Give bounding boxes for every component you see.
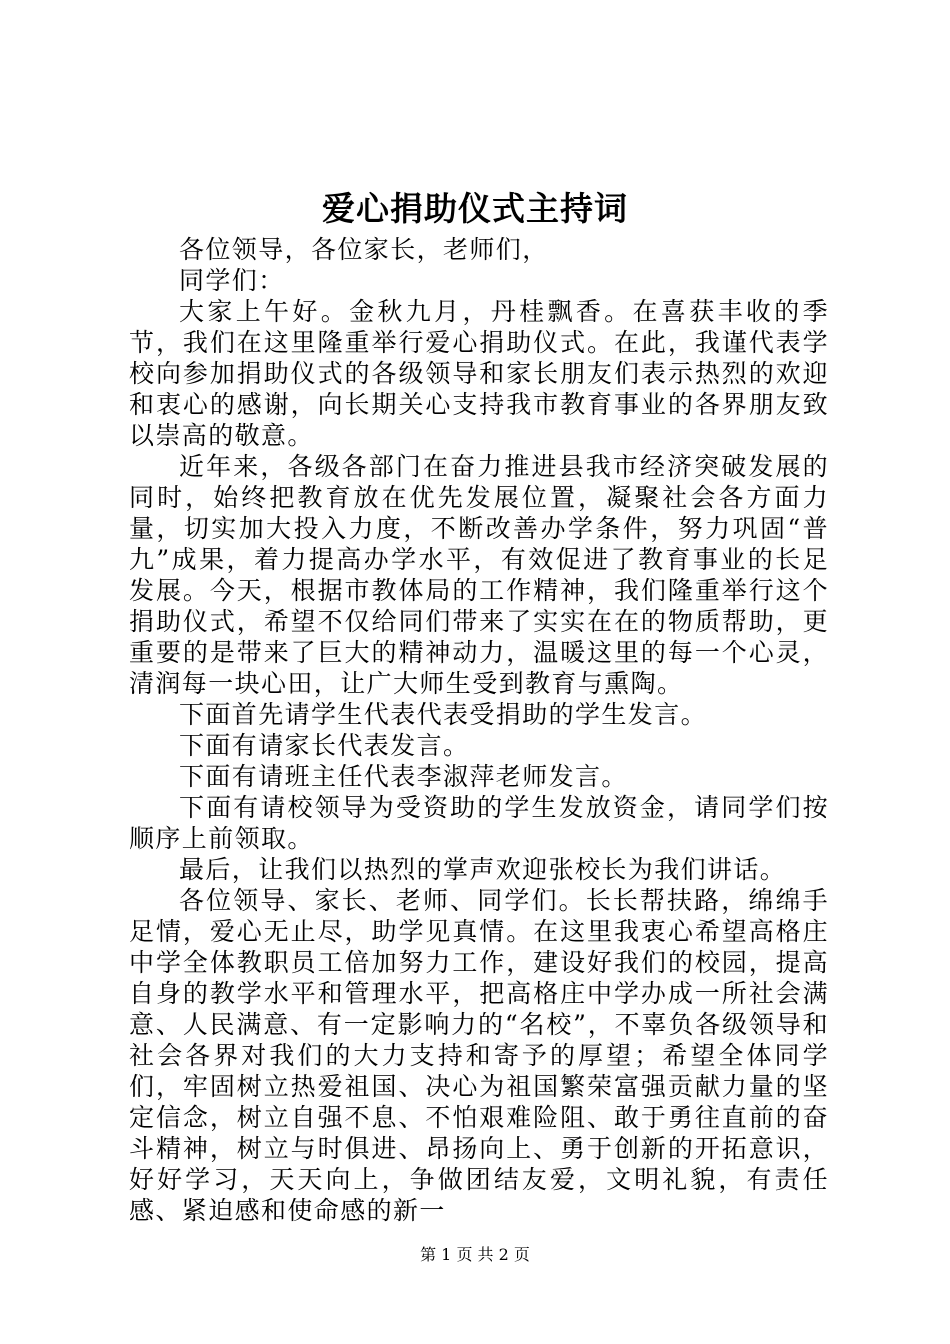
- document-body: [129, 234, 829, 1226]
- paragraph: 最后，让我们以热烈的掌声欢迎张校长为我们讲话。: [179, 855, 787, 884]
- page-number-footer: 第 1 页 共 2 页: [420, 1245, 530, 1264]
- paragraph: 下面首先请学生代表代表受捐助的学生发言。: [179, 700, 708, 729]
- paragraph: 各位领导，各位家长，老师们，: [179, 235, 549, 264]
- paragraph: 同学们：: [179, 266, 285, 295]
- document-title: 爱心捐助仪式主持词: [322, 189, 628, 228]
- paragraph: 大家上午好。金秋九月，丹桂飘香。在喜获丰收的季节，我们在这里隆重举行爱心捐助仪式。在此，我谨代表学校向参加捐助仪式的各级领导和家长朋友们表示热烈的欢迎和衷心的感谢，向长期关心支持我市教育事业的各界朋友致以崇高的敬意。: [129, 297, 829, 450]
- paragraph: 近年来，各级各部门在奋力推进县我市经济突破发展的同时，始终把教育放在优先发展位置，凝聚社会各方面力量，切实加大投入力度，不断改善办学条件，努力巩固“普九”成果，着力提高办学水平，有效促进了教育事业的长足发展。今天，根据市教体局的工作精神，我们隆重举行这个捐助仪式，希望不仅给同们带来了实实在在的物质帮助，更重要的是带来了巨大的精神动力，温暖这里的每一个心灵，清润每一块心田，让广大师生受到教育与熏陶。: [129, 452, 829, 698]
- paragraph: 下面有请班主任代表李淑萍老师发言。: [179, 762, 628, 791]
- paragraph: 各位领导、家长、老师、同学们。长长帮扶路，绵绵手足情，爱心无止尽，助学见真情。在这里我衷心希望高格庄中学全体教职员工倍加努力工作，建设好我们的校园，提高自身的教学水平和管理水平，把高格庄中学办成一所社会满意、人民满意、有一定影响力的“名校”，不辜负各级领导和社会各界对我们的大力支持和寄予的厚望；希望全体同学们，牢固树立热爱祖国、决心为祖国繁荣富强贡献力量的坚定信念，树立自强不息、不怕艰难险阻、敢于勇往直前的奋斗精神，树立与时俱进、昂扬向上、勇于创新的开拓意识，好好学习，天天向上，争做团结友爱，文明礼貌，有责任感、紧迫感和使命感的新一: [129, 886, 829, 1225]
- paragraph: 下面有请家长代表发言。: [179, 731, 470, 760]
- paragraph: 下面有请校领导为受资助的学生发放资金，请同学们按顺序上前领取。: [129, 793, 829, 853]
